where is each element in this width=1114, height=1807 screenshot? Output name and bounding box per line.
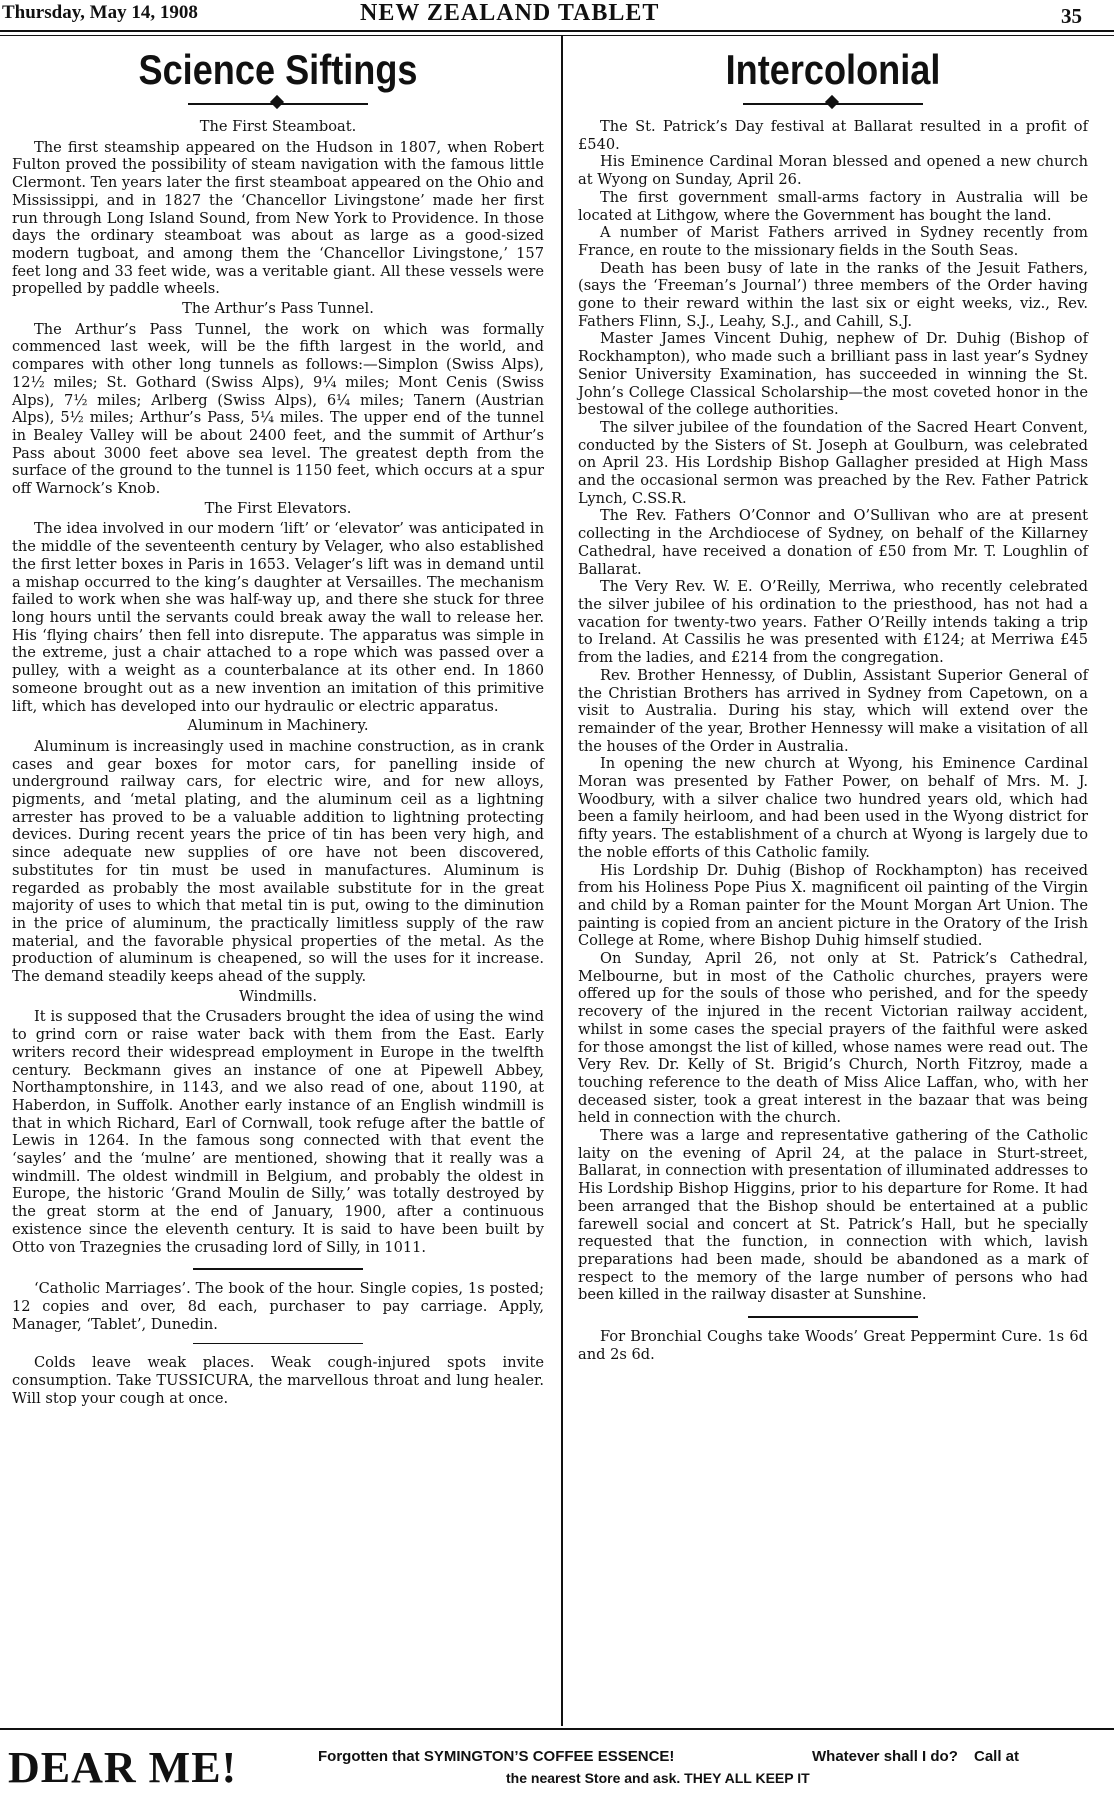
- ad-text-line: Call at: [974, 1748, 1020, 1765]
- separator-rule: [193, 1343, 363, 1344]
- news-item: His Eminence Cardinal Moran blessed and opened a new church at Wyong on Sunday, April 26.: [578, 153, 1088, 189]
- issue-date: Thursday, May 14, 1908: [2, 2, 198, 23]
- advertisement: For Bronchial Coughs take Woods’ Great Peppermint Cure. 1s 6d and 2s 6d.: [578, 1328, 1088, 1363]
- article-paragraph: The idea involved in our modern ‘lift’ or ‘elevator’ was anticipated in the middle of the seventeenth century by Velager, who also established the first letter boxes in Paris in 1653. Velager’s lift was in demand until a mishap occurred to the king’s daughter at Versailles. The mechanism failed to work when she was half-way up, and there she stuck for three long hours until the servants could break away the wall to release her. His ‘flying chairs’ then fell into disrepute. The apparatus was simple in the extreme, just a chair attached to a rope which was passed over a pulley, with a weight as a counterbalance at its other end. In 1860 someone brought out as a new invention an imitation of this primitive lift, which has developed into our hydraulic or electric apparatus.: [12, 520, 544, 715]
- ad-headline: DEAR ME!: [8, 1743, 238, 1792]
- subheading: Aluminum in Machinery.: [187, 717, 369, 735]
- title-ornament: [743, 98, 923, 108]
- ad-text-line: Whatever shall I do?: [812, 1748, 958, 1765]
- article-paragraph: The first steamship appeared on the Hudson in 1807, when Robert Fulton proved the possibility of steam navigation with the famous little Clermont. Ten years later the first steamboat appeared on the Ohio and Mississippi, and in 1827 the ‘Chancellor Livingstone’ made her first run through Long Island Sound, from New York to Providence. In those days the ordinary steamboat was about as large as a good-sized modern tugboat, and among them the ‘Chancellor Livingstone,’ 157 feet long and 33 feet wide, was a veritable giant. All these vessels were propelled by paddle wheels.: [12, 138, 544, 298]
- article-paragraph: It is supposed that the Crusaders brought the idea of using the wind to grind corn or raise water back with them from the East. Early writers record their widespread employment in Europe in the twelfth century. Beckmann gives an instance of one at Pipewell Abbey, Northamptonshire, in 1143, and we also read of one, about 1190, at Haberdon, in Suffolk. Another early instance of an English windmill is that in which Richard, Earl of Cornwall, took refuge after the battle of Lewis in 1264. In the famous song connected with that event the ‘sayles’ and the ‘mulne’ are mentioned, showing that it really was a windmill. The oldest windmill in Belgium, and probably the oldest in Europe, the historic ‘Grand Moulin de Silly,’ was totally destroyed by the great storm at the end of January, 1900, after a continuous existence since the eleventh century. It is said to have been built by Otto von Trazegnies the crusading lord of Silly, in 1011.: [12, 1008, 544, 1256]
- masthead: NEW ZEALAND TABLET: [360, 0, 660, 26]
- ad-text-line: the nearest Store and ask. THEY ALL KEEP IT: [506, 1770, 810, 1786]
- news-item: On Sunday, April 26, not only at St. Patrick’s Cathedral, Melbourne, but in most of the Catholic churches, prayers were offered up for the souls of those who perished, and for the speedy recovery of the injured in the recent Victorian railway accident, whilst in some cases the special prayers of the faithful were asked for those amongst the list of killed, whose names were read out. The Very Rev. Dr. Kelly of St. Brigid’s Church, North Fitzroy, made a touching reference to the death of Miss Alice Laffan, who, with her deceased sister, took a great interest in the bazaar that was being held in connection with the church.: [578, 950, 1088, 1127]
- page-number: 35: [1061, 4, 1082, 28]
- subheading: The Arthur’s Pass Tunnel.: [182, 300, 374, 318]
- news-item: The first government small-arms factory in Australia will be located at Lithgow, where the Government has bought the land.: [578, 188, 1088, 224]
- news-item: His Lordship Dr. Duhig (Bishop of Rockhampton) has received from his Holiness Pope Pius X. magnificent oil painting of the Virgin and child by a Roman painter for the Mount Morgan Art Union. The painting is copied from an ancient picture in the Oratory of the Irish College at Rome, where Bishop Duhig himself studied.: [578, 861, 1088, 950]
- news-item: In opening the new church at Wyong, his Eminence Cardinal Moran was presented by Father Power, on behalf of Mrs. M. J. Woodbury, with a silver chalice two hundred years old, which had been a family heirloom, and had been used in the Wyong district for fifty years. The establishment of a church at Wyong is largely due to the noble efforts of this Catholic family.: [578, 755, 1088, 861]
- subheading: The First Steamboat.: [199, 118, 357, 135]
- science-siftings-column: [12, 44, 544, 1408]
- separator-rule: [748, 1316, 918, 1318]
- news-item: There was a large and representative gathering of the Catholic laity on the evening of April 24, at the palace in Sturt-street, Ballarat, in connection with presentation of illuminated addresses to His Lordship Bishop Higgins, prior to his departure for Rome. It had been arranged that the Bishop should be entertained at a public farewell social and concert at St. Patrick’s Hall, but he specially requested that the function, in connection with which, lavish preparations had been made, should be abandoned as a mark of respect to the memory of the large number of persons who had been killed in the railway disaster at Sunshine.: [578, 1127, 1088, 1304]
- news-item: The Very Rev. W. E. O’Reilly, Merriwa, who recently celebrated the silver jubilee of his ordination to the priesthood, has not had a vacation for twenty-two years. Father O’Reilly intends taking a trip to Ireland. At Cassilis he was presented with £124; at Merriwa £45 from the ladies, and £214 from the congregation.: [578, 578, 1088, 667]
- news-item: The St. Patrick’s Day festival at Ballarat resulted in a profit of £540.: [578, 118, 1088, 153]
- footer-rule: [0, 1728, 1114, 1730]
- subheading: The First Elevators.: [204, 499, 352, 517]
- header-rule: [0, 30, 1114, 36]
- advertisement: ‘Catholic Marriages’. The book of the hour. Single copies, 1s posted; 12 copies and over, 8d each, purchaser to pay carriage. Apply, Manager, ‘Tablet’, Dunedin.: [12, 1280, 544, 1333]
- news-item: The Rev. Fathers O’Connor and O’Sullivan who are at present collecting in the Archdiocese of Sydney, on behalf of the Killarney Cathedral, have received a donation of £50 from Mr. T. Loughlin of Ballarat.: [578, 507, 1088, 578]
- ad-text-line: Forgotten that SYMINGTON’S COFFEE ESSENCE!: [318, 1748, 675, 1765]
- article-paragraph: The Arthur’s Pass Tunnel, the work on which was formally commenced last week, will be the fifth largest in the world, and compares with other long tunnels as follows:—Simplon (Swiss Alps), 12½ miles; St. Gothard (Swiss Alps), 9¼ miles; Mont Cenis (Swiss Alps), 7½ miles; Arlberg (Swiss Alps), 6¼ miles; Tanern (Austrian Alps), 5½ miles; Arthur’s Pass, 5¼ miles. The upper end of the tunnel in Bealey Valley will be about 2400 feet, and the summit of Arthur’s Pass about 3000 feet above sea level. The greatest depth from the surface of the ground to the tunnel is 1150 feet, which occurs at a spur off Warnock’s Knob.: [12, 320, 544, 498]
- section-title: Science Siftings: [138, 46, 418, 93]
- separator-rule: [193, 1268, 363, 1270]
- section-title: Intercolonial: [725, 46, 941, 93]
- news-item: Master James Vincent Duhig, nephew of Dr. Duhig (Bishop of Rockhampton), who made such a brilliant pass in last year’s Sydney Senior University Examination, has succeeded in winning the St. John’s College Classical Scholarship—the most coveted honor in the bestowal of the college authorities.: [578, 330, 1088, 419]
- intercolonial-column: [578, 44, 1088, 1364]
- footer-advertisement: [0, 1742, 1114, 1802]
- article-paragraph: Aluminum is increasingly used in machine construction, as in crank cases and gear boxes for motor cars, for panelling inside of underground railway cars, for electric wire, and for new alloys, pigments, and ‘metal plating, and the aluminum ceil as a lightning arrester has proved to be a valuable addition to lightning protecting devices. During recent years the price of tin has been very high, and since adequate new supplies of ore have not been discovered, substitutes for tin must be used in manufactures. Aluminum is regarded as probably the most available substitute for in the great majority of uses to which that metal tin is put, owing to the diminution in the price of aluminum, the practically limitless supply of the raw material, and the favorable physical properties of the metal. As the production of aluminum is cheapened, so will the uses for it increase. The demand steadily keeps ahead of the supply.: [12, 737, 544, 986]
- news-item: Rev. Brother Hennessy, of Dublin, Assistant Superior General of the Christian Brothers has arrived in Sydney from Capetown, on a visit to Australia. During his stay, which will extend over the remainder of the year, Brother Hennessy will make a visitation of all the houses of the Order in Australia.: [578, 666, 1088, 755]
- news-item: The silver jubilee of the foundation of the Sacred Heart Convent, conducted by the Sisters of St. Joseph at Goulburn, was celebrated on April 23. His Lordship Bishop Gallagher presided at High Mass and the occasional sermon was preached by the Rev. Father Patrick Lynch, C.SS.R.: [578, 418, 1088, 507]
- subheading: Windmills.: [238, 987, 318, 1005]
- news-item: A number of Marist Fathers arrived in Sydney recently from France, en route to the missionary fields in the South Seas.: [578, 224, 1088, 259]
- title-ornament: [188, 98, 368, 108]
- advertisement: Colds leave weak places. Weak cough-injured spots invite consumption. Take TUSSICURA, the marvellous throat and lung healer. Will stop your cough at once.: [12, 1354, 544, 1407]
- news-item: Death has been busy of late in the ranks of the Jesuit Fathers, (says the ‘Freeman’s Journal’) three members of the Order having gone to their reward within the last six or eight weeks, viz., Rev. Fathers Flinn, S.J., Leahy, S.J., and Cahill, S.J.: [578, 259, 1088, 330]
- column-divider: [561, 36, 563, 1726]
- page-header: [0, 0, 1114, 30]
